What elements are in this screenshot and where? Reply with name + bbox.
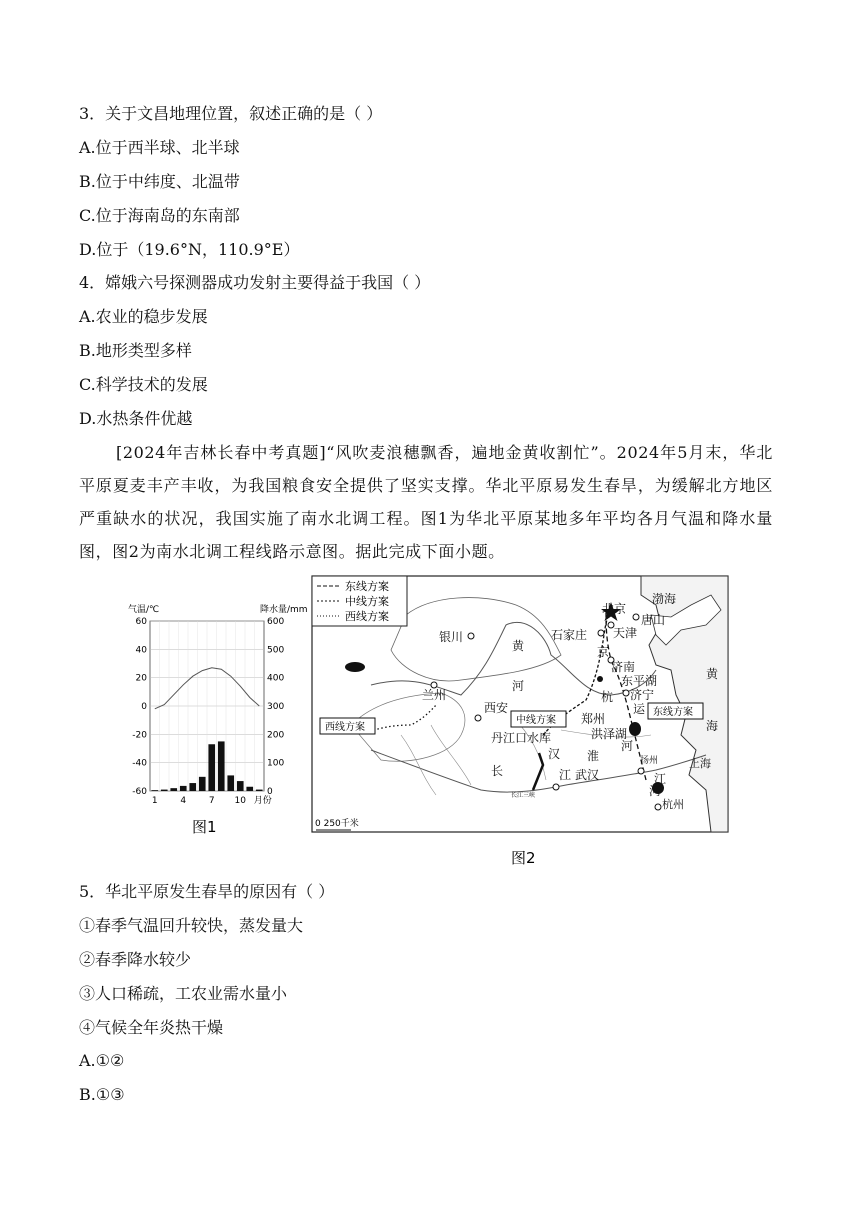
precip-bar [151, 790, 158, 791]
x-tick-label: 月份 [253, 796, 272, 806]
q5-option-2: ②春季降水较少 [79, 950, 192, 969]
passage: [2024年吉林长春中考真题]“风吹麦浪穗飘香，遍地金黄收割忙”。2024年5月末，华北平原夏麦丰产丰收，为我国粮食安全提供了坚实支撑。华北平原易发生春旱，为缓解北方地区严重缺水的状况，我国实施了南水北调工程。图1为华北平原某地多年平均各月气温和降水量图，图2为南水北调工程线路示意图。据此完成下面小题。 [79, 443, 773, 561]
gridlines [150, 621, 264, 791]
label-bohai: 渤海 [652, 592, 677, 606]
label-jing: 京 [597, 645, 610, 659]
label-hongzehu: 洪泽湖 [591, 727, 628, 741]
label-sanxia: 长江三峡 [511, 792, 536, 799]
precip-bar [199, 777, 206, 791]
q5-option-a: A.①② [79, 1051, 125, 1070]
climate-chart-svg [120, 600, 308, 840]
figure1-caption: 图1 [192, 818, 217, 836]
right-tick-label: 0 [267, 787, 273, 797]
label-dongpinghu: 东平湖 [621, 674, 658, 688]
left-tick-label: 40 [135, 645, 147, 656]
q5-option-b: B.①③ [79, 1085, 125, 1104]
label-huai: 淮 [587, 749, 600, 763]
q4-option-a: A.农业的稳步发展 [79, 307, 208, 326]
legend-middle: 中线方案 [345, 595, 389, 608]
label-wuhan: 武汉 [575, 768, 600, 782]
right-tick-label: 300 [267, 702, 285, 712]
q4-option-c: C.科学技术的发展 [79, 375, 208, 394]
right-tick-label: 200 [267, 730, 285, 741]
precip-bar [170, 788, 177, 791]
label-he: 河 [512, 679, 525, 693]
label-huang: 黄 [512, 639, 525, 653]
x-tick-label: 4 [180, 796, 187, 806]
figure1-climate-chart [120, 600, 308, 840]
q4-stem: 4．嫦娥六号探测器成功发射主要得益于我国（ ） [79, 273, 431, 292]
label-jinan: 济南 [611, 660, 636, 674]
right-tick-label: 600 [267, 617, 285, 627]
right-tick-label: 500 [267, 645, 285, 656]
precip-bar [246, 787, 253, 791]
label-tangshan: 唐山 [641, 613, 666, 627]
east-route-label: 东线方案 [653, 707, 693, 718]
label-lanzhou: 兰州 [422, 688, 447, 702]
q3-stem: 3．关于文昌地理位置，叙述正确的是（ ） [79, 104, 383, 123]
q4-option-d: D.水热条件优越 [79, 409, 193, 428]
precip-bar [208, 744, 215, 791]
route-map-svg [311, 575, 731, 865]
precip-bar [256, 790, 263, 791]
q5-option-4: ④气候全年炎热干燥 [79, 1018, 224, 1037]
q5-option-1: ①春季气温回升较快，蒸发量大 [79, 916, 304, 935]
middle-route-label: 中线方案 [516, 715, 556, 726]
right-tick-label: 100 [267, 758, 285, 769]
x-tick-label: 1 [151, 796, 158, 806]
label-zhengzhou: 郑州 [581, 712, 606, 726]
left-tick-label: -60 [132, 787, 147, 797]
label-yinchuan: 银川 [439, 630, 464, 644]
left-tick-label: 60 [135, 617, 147, 627]
left-tick-label: -20 [132, 730, 147, 741]
label-shijiazhuang: 石家庄 [551, 628, 588, 642]
q3-option-c: C.位于海南岛的东南部 [79, 206, 240, 225]
label-huanghai1: 黄 [706, 667, 719, 681]
x-tick-label: 7 [208, 796, 215, 806]
label-he3: 河 [649, 784, 662, 798]
qinghai-lake [345, 662, 365, 672]
label-yun: 运 [633, 702, 646, 716]
precip-bar [227, 775, 234, 791]
q5-stem: 5．华北平原发生春旱的原因有（ ） [79, 882, 335, 901]
figure2-caption: 图2 [511, 849, 536, 867]
label-he2: 河 [621, 739, 634, 753]
label-jiang: 江 [559, 768, 572, 782]
label-chang: 长 [491, 764, 504, 778]
hongze-lake [629, 722, 641, 736]
q4-option-b: B.地形类型多样 [79, 341, 192, 360]
label-han: 汉 [548, 747, 561, 761]
label-danjiangkou: 丹江口水库 [491, 731, 552, 745]
precip-bar [189, 783, 196, 791]
scale-label: 0 250千米 [315, 819, 359, 829]
left-axis-label: 气温/℃ [128, 605, 160, 615]
left-tick-label: 0 [141, 702, 147, 712]
precip-bar [161, 790, 168, 791]
dongping-lake [597, 676, 603, 682]
x-tick-label: 10 [234, 796, 246, 806]
right-tick-label: 400 [267, 673, 285, 684]
legend-west: 西线方案 [345, 610, 389, 623]
precip-bar [218, 741, 225, 791]
label-yangzhou: 扬州 [640, 756, 659, 766]
tick-labels [132, 617, 284, 806]
label-huanghai2: 海 [706, 719, 719, 733]
label-jining: 济宁 [630, 688, 655, 702]
label-hangzhou: 杭州 [662, 798, 684, 811]
label-shanghai: 上海 [689, 757, 711, 770]
west-route-label: 西线方案 [325, 722, 365, 733]
label-beijing: 北京 [602, 602, 627, 616]
q3-option-a: A.位于西半球、北半球 [79, 138, 240, 157]
q3-option-b: B.位于中纬度、北温带 [79, 172, 240, 191]
label-tianjin: 天津 [613, 626, 638, 640]
left-tick-label: -40 [132, 758, 147, 769]
figure2-route-map [311, 575, 731, 865]
label-hang: 杭 [601, 690, 614, 704]
left-tick-label: 20 [135, 673, 147, 684]
precip-bar [180, 786, 187, 791]
q5-option-3: ③人口稀疏，工农业需水量小 [79, 984, 288, 1003]
precip-bar [237, 781, 244, 791]
right-axis-label: 降水量/mm [260, 605, 308, 615]
legend-east: 东线方案 [345, 580, 389, 593]
label-xian: 西安 [484, 701, 509, 715]
label-jiang2: 江 [654, 772, 667, 786]
q3-option-d: D.位于（19.6°N，110.9°E） [79, 240, 300, 259]
